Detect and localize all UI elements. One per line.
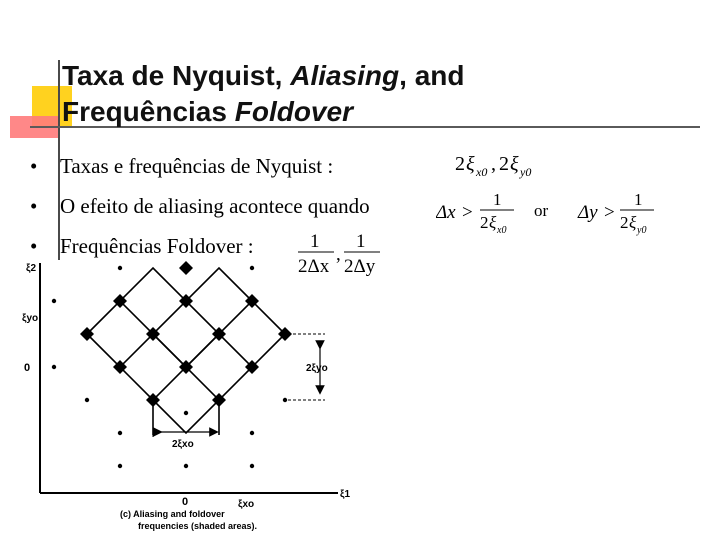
lattice-lines <box>87 268 285 435</box>
label-xi-y0: ξyo <box>22 313 39 324</box>
sample-point <box>250 266 254 270</box>
title-line-1 <box>62 58 662 94</box>
title-frequencias: Frequências <box>62 96 235 127</box>
bullet-aliasing <box>30 193 370 219</box>
sample-point <box>184 464 188 468</box>
lattice-node <box>179 261 193 275</box>
title-line-2 <box>62 94 662 130</box>
formula-2dy: 2Δy <box>344 256 376 277</box>
sample-point <box>283 398 287 402</box>
lattice-line <box>219 367 252 400</box>
title-aliasing: Aliasing <box>290 60 400 91</box>
bullet-dot: • <box>30 234 38 258</box>
formula-two: 2 <box>620 213 629 232</box>
formula-sub-y0: y0 <box>520 165 532 179</box>
bullet-dot: • <box>30 194 38 218</box>
formula-two: 2 <box>499 153 509 175</box>
formula-comma: , <box>336 244 341 265</box>
bullet-dot: • <box>30 154 38 178</box>
formula-xi: ξ <box>466 153 475 175</box>
caption-line-2: frequencies (shaded areas). <box>138 521 258 531</box>
formula-xi: ξ <box>510 153 519 175</box>
formula-two: 2 <box>455 153 465 175</box>
slide-title <box>62 58 662 130</box>
formula-sub-x0: x0 <box>476 165 488 179</box>
formula-delta-y: Δy <box>578 202 598 223</box>
bullet-foldover-text: Frequências Foldover : <box>60 234 254 258</box>
formula-two: 2 <box>480 213 489 232</box>
formula-one: 1 <box>356 231 366 252</box>
sample-point <box>118 431 122 435</box>
label-two-xi-y0: 2ξyo <box>306 363 328 374</box>
axis-label-xi1: ξ1 <box>340 489 351 500</box>
formula-delta-x: Δx <box>436 202 456 223</box>
formula-one: 1 <box>310 231 320 252</box>
formula-one: 1 <box>493 190 502 209</box>
bullet-aliasing-text: O efeito de aliasing acontece quando <box>60 194 370 218</box>
title-foldover: Foldover <box>234 96 353 127</box>
sample-point <box>118 266 122 270</box>
label-zero-left: 0 <box>24 362 31 374</box>
sample-point <box>184 411 188 415</box>
caption-line-1: (c) Aliasing and foldover <box>120 509 225 519</box>
formula-gt: > <box>462 202 473 223</box>
sample-point <box>250 431 254 435</box>
sample-point <box>85 398 89 402</box>
sample-point <box>52 365 56 369</box>
sample-point <box>52 299 56 303</box>
formula-xi: ξ <box>629 213 637 232</box>
aliasing-foldover-diagram <box>20 255 360 540</box>
sample-point <box>118 464 122 468</box>
sample-point <box>250 464 254 468</box>
lattice-nodes <box>80 261 292 407</box>
bullet-nyquist <box>30 153 333 179</box>
formula-comma: , <box>491 153 496 175</box>
formula-2dx: 2Δx <box>298 256 330 277</box>
title-text-1: Taxa de Nyquist, <box>62 60 291 91</box>
nyquist-rates-formula <box>455 150 565 180</box>
label-xi-x0: ξxo <box>238 499 255 510</box>
formula-xi: ξ <box>489 213 497 232</box>
formula-one: 1 <box>634 190 643 209</box>
formula-or: or <box>534 201 549 220</box>
label-zero-bottom: 0 <box>182 496 189 508</box>
lattice-line <box>153 334 219 433</box>
formula-sub-y0: y0 <box>637 225 647 236</box>
formula-gt: > <box>604 202 615 223</box>
aliasing-condition-formula <box>436 188 666 238</box>
bullet-nyquist-text: Taxas e frequências de Nyquist : <box>60 154 334 178</box>
label-two-xi-x0: 2ξxo <box>172 439 194 450</box>
axis-label-xi2: ξ2 <box>26 263 37 274</box>
title-text-2: , and <box>399 60 465 91</box>
lattice-line <box>120 367 153 400</box>
formula-sub-x0: x0 <box>497 225 507 236</box>
